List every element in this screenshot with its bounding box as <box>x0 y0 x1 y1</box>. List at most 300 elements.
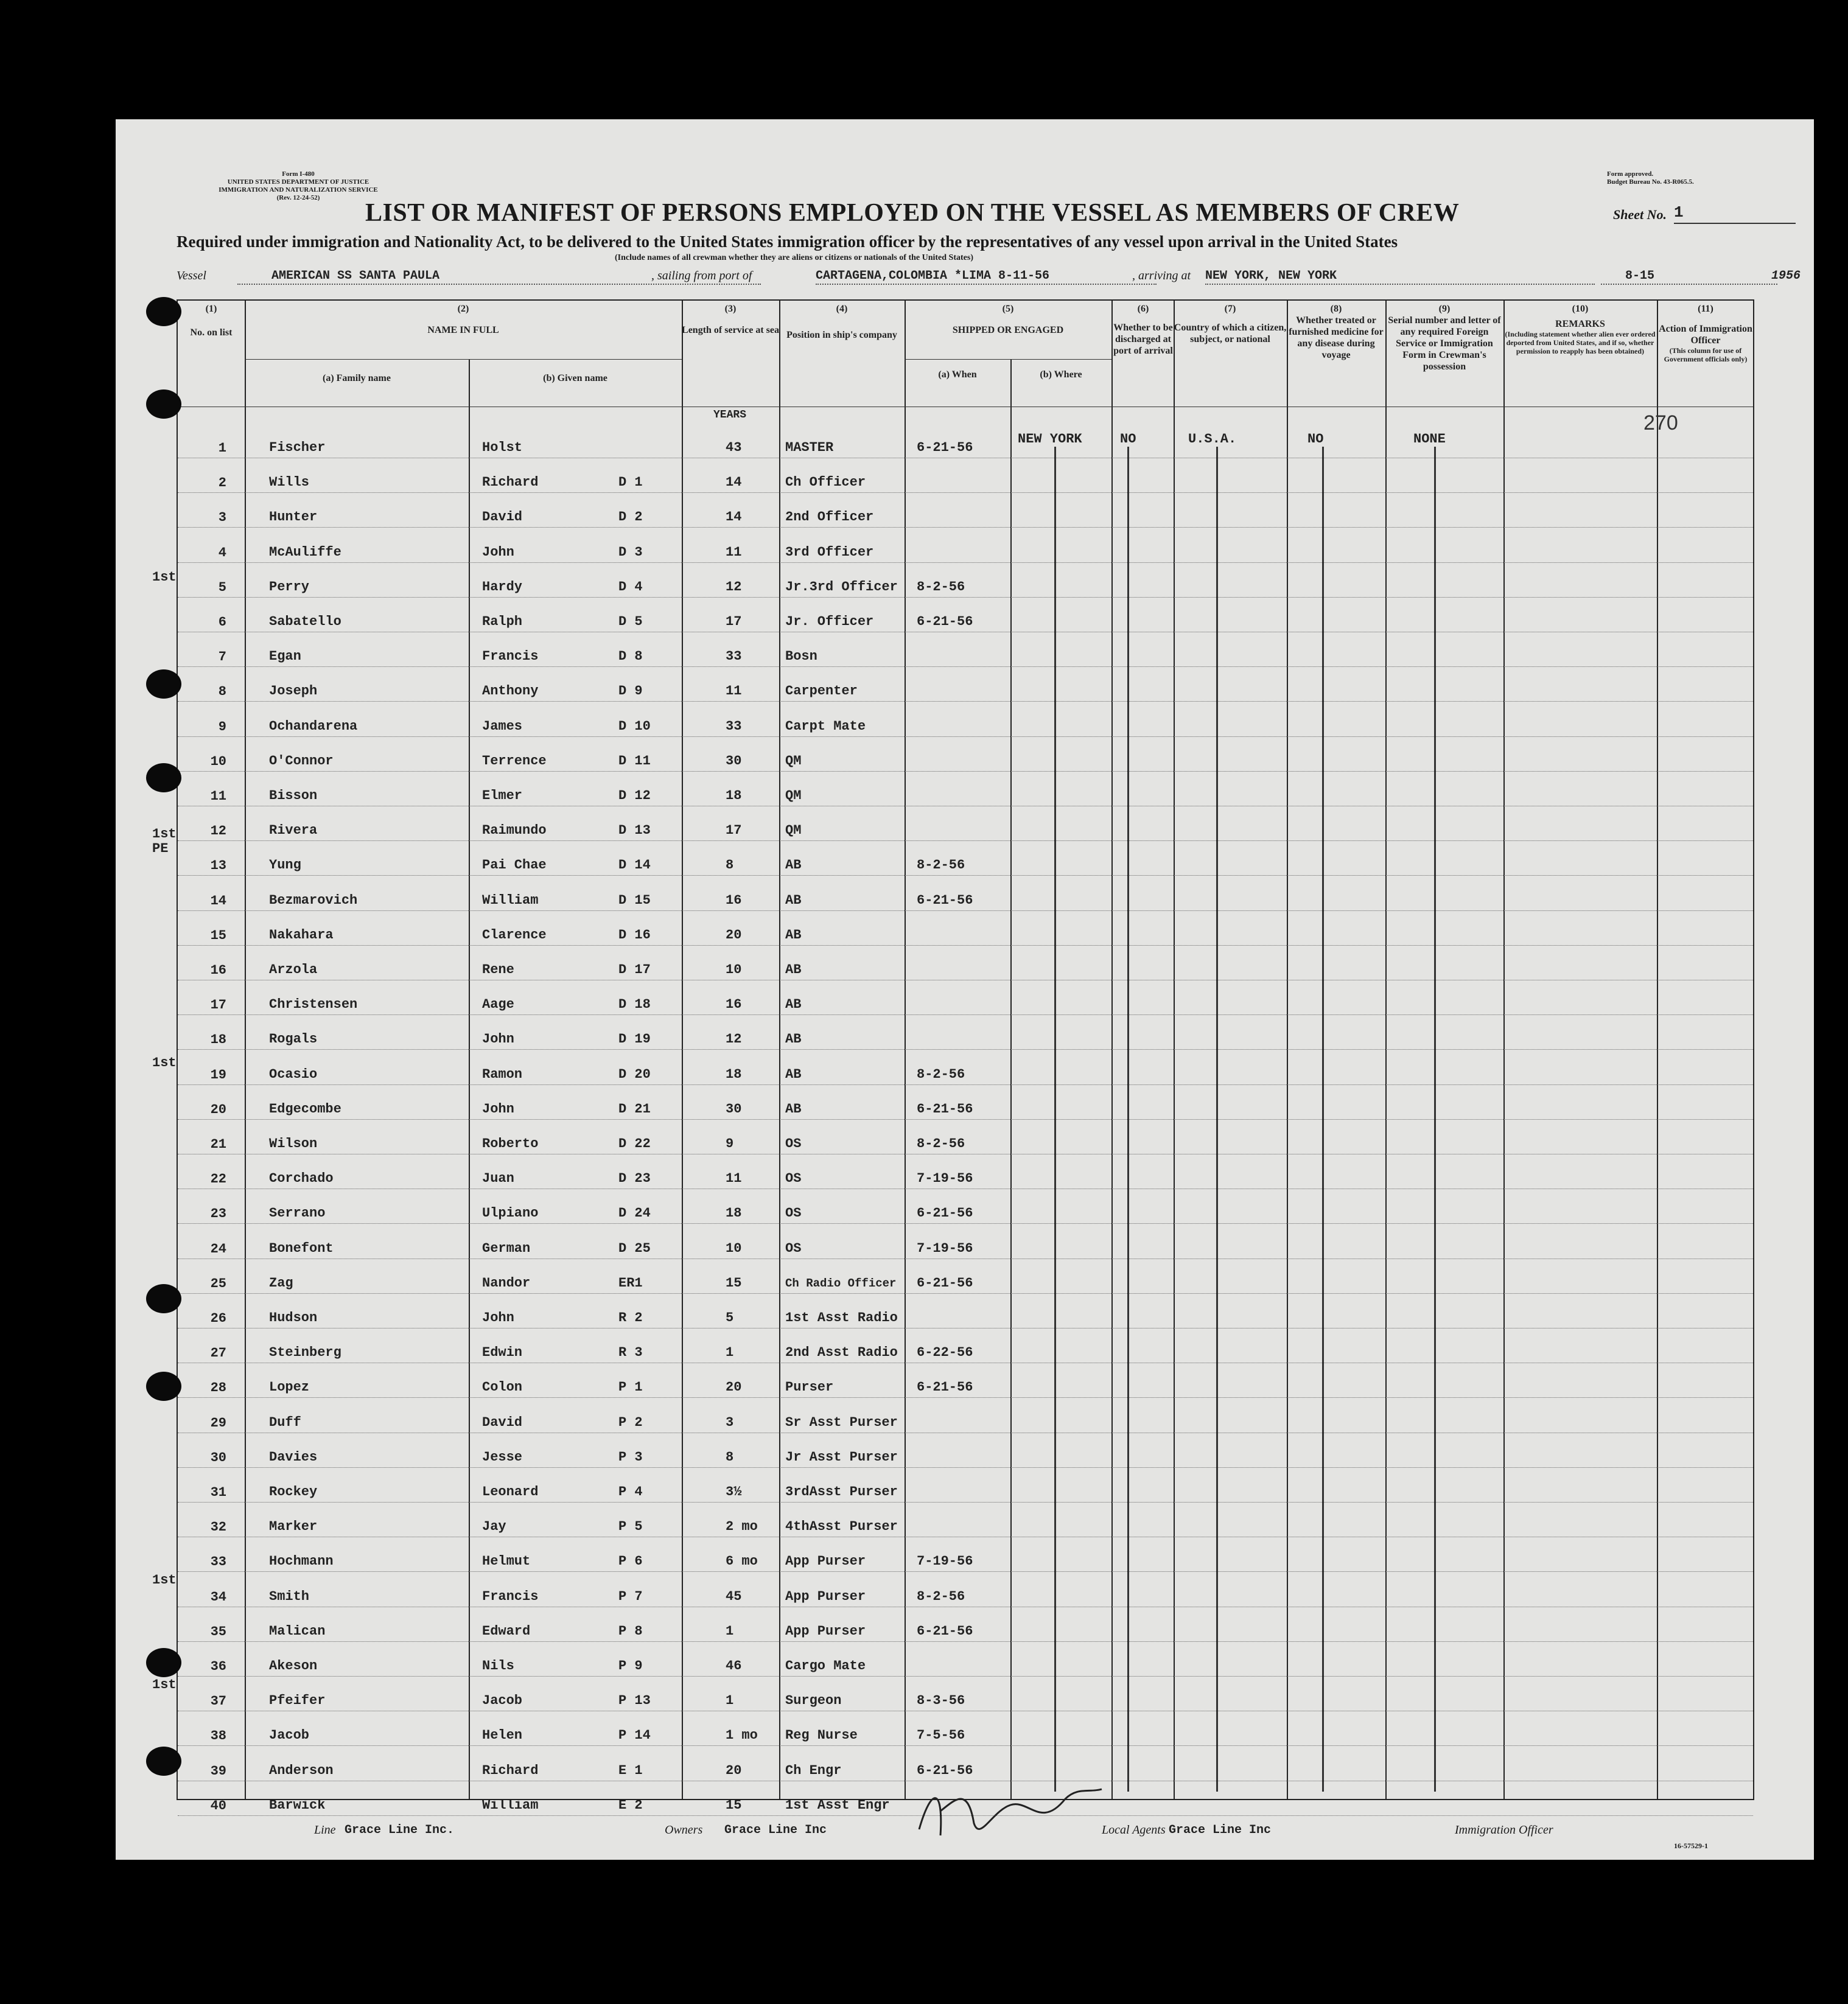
given-name: John <box>482 1101 514 1117</box>
position: Jr. Officer <box>785 614 874 629</box>
serial-value: NONE <box>1413 431 1446 447</box>
annotation-number: 270 <box>1643 411 1678 435</box>
given-name: Aage <box>482 997 514 1013</box>
service-years: 1 <box>726 1623 734 1639</box>
ditto-line <box>1054 447 1056 1792</box>
given-name: Pai Chae <box>482 857 547 873</box>
family-name: Bisson <box>269 788 318 803</box>
position: AB <box>785 857 802 873</box>
position: AB <box>785 1066 802 1082</box>
crew-code: P 8 <box>618 1623 643 1639</box>
crew-code: P 7 <box>618 1588 643 1604</box>
service-years: 12 <box>726 579 742 595</box>
position: Carpenter <box>785 683 858 699</box>
row-number: 4 <box>218 545 226 560</box>
engaged-date: 6-21-56 <box>917 1380 973 1395</box>
row-number: 3 <box>218 510 226 526</box>
row-number: 31 <box>210 1485 226 1500</box>
family-name: Corchado <box>269 1171 334 1187</box>
service-years: 2 mo <box>726 1519 758 1535</box>
position: Surgeon <box>785 1693 842 1709</box>
family-name: Hunter <box>269 509 318 525</box>
given-name: Nandor <box>482 1275 531 1291</box>
col-name-header: (2) NAME IN FULL <box>427 304 499 335</box>
row-number: 12 <box>210 823 226 839</box>
ditto-line <box>1127 447 1129 1792</box>
engaged-date: 6-21-56 <box>917 1275 973 1291</box>
row-number: 11 <box>210 789 226 804</box>
position: AB <box>785 927 802 943</box>
punch-hole <box>146 1648 181 1677</box>
service-years: 14 <box>726 509 742 525</box>
family-name: Bezmarovich <box>269 892 358 908</box>
position: AB <box>785 997 802 1013</box>
col-given-header: (b) Given name <box>543 373 607 383</box>
owners-value: Grace Line Inc <box>724 1823 827 1837</box>
service-years: 17 <box>726 614 742 629</box>
row-number: 17 <box>210 997 226 1013</box>
engaged-date: 6-21-56 <box>917 614 973 629</box>
row-number: 35 <box>210 1624 226 1639</box>
punch-hole <box>146 1284 181 1313</box>
family-name: Serrano <box>269 1206 326 1221</box>
service-years: 43 <box>726 440 742 455</box>
punch-hole <box>146 389 181 419</box>
position: AB <box>785 1101 802 1117</box>
service-years: 3 <box>726 1414 734 1430</box>
crew-code: D 15 <box>618 892 651 908</box>
arriving-label: , arriving at <box>1132 269 1191 282</box>
given-name: Roberto <box>482 1136 539 1151</box>
family-name: Egan <box>269 649 301 665</box>
crew-code: P 2 <box>618 1414 643 1430</box>
crew-code: D 16 <box>618 927 651 943</box>
row-number: 22 <box>210 1171 226 1187</box>
service-years: 11 <box>726 683 742 699</box>
service-years: 6 mo <box>726 1554 758 1569</box>
given-name: Jesse <box>482 1449 523 1465</box>
margin-mark: 1st <box>152 1055 177 1070</box>
engaged-date: 8-2-56 <box>917 1588 965 1604</box>
table-row <box>178 1641 1753 1642</box>
engaged-date: 7-5-56 <box>917 1728 965 1744</box>
table-row <box>178 1049 1753 1050</box>
crew-code: P 9 <box>618 1658 643 1674</box>
crew-code: D 9 <box>618 683 643 699</box>
sheet-label: Sheet No. <box>1613 207 1667 222</box>
ditto-line <box>1216 447 1218 1792</box>
crew-code: D 1 <box>618 475 643 491</box>
crew-code: D 25 <box>618 1240 651 1256</box>
table-row <box>178 875 1753 876</box>
crew-code: D 3 <box>618 544 643 560</box>
position: Carpt Mate <box>785 718 866 734</box>
row-number: 8 <box>218 684 226 700</box>
service-years: 9 <box>726 1136 734 1151</box>
given-name: Richard <box>482 475 539 491</box>
row-number: 37 <box>210 1694 226 1709</box>
service-years: 14 <box>726 475 742 491</box>
given-name: German <box>482 1240 531 1256</box>
row-number: 14 <box>210 893 226 909</box>
service-years: 20 <box>726 927 742 943</box>
given-name: William <box>482 1797 539 1813</box>
sheet-number: 1 <box>1674 203 1684 222</box>
service-years: 16 <box>726 892 742 908</box>
table-row <box>178 1467 1753 1468</box>
crew-code: R 3 <box>618 1345 643 1361</box>
margin-mark: 1st <box>152 570 177 585</box>
service-years: 45 <box>726 1588 742 1604</box>
officer-label: Immigration Officer <box>1455 1823 1553 1837</box>
service-years: 11 <box>726 1171 742 1187</box>
family-name: Smith <box>269 1588 310 1604</box>
table-row <box>178 1014 1753 1015</box>
position: 2nd Asst Radio <box>785 1345 898 1361</box>
engaged-date: 8-2-56 <box>917 857 965 873</box>
crew-code: D 20 <box>618 1066 651 1082</box>
arrival-year: 1956 <box>1771 269 1801 283</box>
punch-hole <box>146 1747 181 1776</box>
margin-mark: PE <box>152 841 169 856</box>
engaged-date: 7-19-56 <box>917 1171 973 1187</box>
position: MASTER <box>785 440 834 455</box>
position: 2nd Officer <box>785 509 874 525</box>
given-name: Rene <box>482 962 514 977</box>
date-underline <box>1601 284 1777 285</box>
family-name: Malican <box>269 1623 326 1639</box>
family-name: Perry <box>269 579 310 595</box>
given-name: Hardy <box>482 579 523 595</box>
crew-code: D 5 <box>618 614 643 629</box>
crew-code: P 4 <box>618 1484 643 1500</box>
crew-code: D 18 <box>618 997 651 1013</box>
crew-code: D 12 <box>618 788 651 803</box>
family-name: Wilson <box>269 1136 318 1151</box>
table-row <box>178 1223 1753 1224</box>
crew-code: D 8 <box>618 649 643 665</box>
given-name: Leonard <box>482 1484 539 1500</box>
line-value: Grace Line Inc. <box>345 1823 455 1837</box>
crew-code: D 10 <box>618 718 651 734</box>
crew-code: P 3 <box>618 1449 643 1465</box>
country-value: U.S.A. <box>1188 431 1237 447</box>
crew-code: ER1 <box>618 1275 643 1291</box>
family-name: Rogals <box>269 1032 318 1047</box>
col-discharged-header: (6) Whether to be discharged at port of arrival <box>1113 304 1173 356</box>
row-number: 2 <box>218 475 226 491</box>
table-row <box>178 1502 1753 1503</box>
position: App Purser <box>785 1554 866 1569</box>
engaged-date: 6-21-56 <box>917 1762 973 1778</box>
crew-code: P 6 <box>618 1554 643 1569</box>
position: 1st Asst Radio <box>785 1310 898 1325</box>
service-years: 8 <box>726 1449 734 1465</box>
given-name: John <box>482 1310 514 1325</box>
col-shipped-header: (5) SHIPPED OR ENGAGED <box>952 304 1064 335</box>
margin-mark: 1st <box>152 1677 177 1692</box>
engaged-date: 7-19-56 <box>917 1240 973 1256</box>
col-serial-header: (9) Serial number and letter of any required Foreign Service or Immigration Form in Crewman's possession <box>1388 304 1501 372</box>
table-row <box>178 1293 1753 1294</box>
page-title: LIST OR MANIFEST OF PERSONS EMPLOYED ON THE VESSEL AS MEMBERS OF CREW <box>365 199 1460 227</box>
agents-label: Local Agents <box>1102 1823 1166 1837</box>
row-number: 18 <box>210 1032 226 1048</box>
given-name: Ulpiano <box>482 1206 539 1221</box>
family-name: Wills <box>269 475 310 491</box>
family-name: Arzola <box>269 962 318 977</box>
col-when-header: (a) When <box>938 369 977 380</box>
row-number: 21 <box>210 1137 226 1152</box>
position: Sr Asst Purser <box>785 1414 898 1430</box>
position: Purser <box>785 1380 834 1395</box>
position: Ch Engr <box>785 1762 842 1778</box>
row-number: 25 <box>210 1276 226 1291</box>
position: Reg Nurse <box>785 1728 858 1744</box>
row-number: 7 <box>218 649 226 665</box>
table-row <box>178 1745 1753 1746</box>
family-name: Ocasio <box>269 1066 318 1082</box>
service-years: 16 <box>726 997 742 1013</box>
row-number: 9 <box>218 719 226 735</box>
margin-mark: 1st <box>152 826 177 842</box>
service-years: 1 <box>726 1693 734 1709</box>
service-years: 10 <box>726 962 742 977</box>
port-to-underline <box>1205 284 1595 285</box>
family-name: Fischer <box>269 440 326 455</box>
service-years: 20 <box>726 1380 742 1395</box>
row-number: 23 <box>210 1206 226 1222</box>
table-row <box>178 597 1753 598</box>
row-number: 6 <box>218 615 226 630</box>
row-number: 29 <box>210 1415 226 1431</box>
crew-code: P 14 <box>618 1728 651 1744</box>
engaged-date: 6-21-56 <box>917 1623 973 1639</box>
family-name: Yung <box>269 857 301 873</box>
family-name: O'Connor <box>269 753 334 769</box>
col-action-header: (11) Action of Immigration Officer (This column for use of Government officials only) <box>1659 304 1752 363</box>
position: App Purser <box>785 1623 866 1639</box>
row-number: 30 <box>210 1450 226 1465</box>
row-number: 38 <box>210 1728 226 1744</box>
given-name: John <box>482 544 514 560</box>
given-name: Terrence <box>482 753 547 769</box>
row-number: 15 <box>210 927 226 943</box>
family-name: Ochandarena <box>269 718 358 734</box>
crew-code: D 13 <box>618 823 651 839</box>
engaged-date: 6-21-56 <box>917 892 973 908</box>
family-name: Bonefont <box>269 1240 334 1256</box>
page-subtitle: Required under immigration and Nationality Act, to be delivered to the United States immigration officer by the representatives of any vessel upon arrival in the United States <box>177 232 1398 251</box>
service-years: 30 <box>726 753 742 769</box>
vessel-label: Vessel <box>177 269 206 282</box>
col-family-header: (a) Family name <box>323 373 391 383</box>
table-row <box>178 945 1753 946</box>
crew-code: D 14 <box>618 857 651 873</box>
crew-code: R 2 <box>618 1310 643 1325</box>
punch-hole <box>146 669 181 699</box>
table-row <box>178 527 1753 528</box>
col-service-header: (3) Length of service at sea <box>682 304 779 335</box>
row-number: 34 <box>210 1589 226 1605</box>
service-years: 30 <box>726 1101 742 1117</box>
table-row <box>178 1676 1753 1677</box>
crew-code: D 24 <box>618 1206 651 1221</box>
family-name: Nakahara <box>269 927 334 943</box>
punch-hole <box>146 763 181 792</box>
table-row <box>178 562 1753 563</box>
position: QM <box>785 823 802 839</box>
position: AB <box>785 1032 802 1047</box>
engaged-date: 8-2-56 <box>917 1136 965 1151</box>
row-number: 40 <box>210 1798 226 1814</box>
service-years: 11 <box>726 544 742 560</box>
table-row <box>178 701 1753 702</box>
sailing-label: , sailing from port of <box>651 269 752 282</box>
col-where-header: (b) Where <box>1040 369 1082 380</box>
crew-code: P 1 <box>618 1380 643 1395</box>
given-name: Francis <box>482 1588 539 1604</box>
ditto-line <box>1322 447 1324 1792</box>
where-engaged: NEW YORK <box>1018 431 1082 447</box>
crew-code: D 4 <box>618 579 643 595</box>
service-years: 18 <box>726 1206 742 1221</box>
table-row <box>178 492 1753 493</box>
engaged-date: 6-21-56 <box>917 1206 973 1221</box>
row-number: 39 <box>210 1763 226 1779</box>
position: AB <box>785 892 802 908</box>
family-name: Akeson <box>269 1658 318 1674</box>
table-row <box>178 666 1753 667</box>
row-number: 26 <box>210 1311 226 1326</box>
given-name: Helmut <box>482 1554 531 1569</box>
table-row <box>178 1084 1753 1085</box>
punch-hole <box>146 297 181 326</box>
owners-label: Owners <box>665 1823 703 1837</box>
manifest-page <box>116 119 1814 1860</box>
col-no-header: (1) No. on list <box>190 304 233 338</box>
position: QM <box>785 753 802 769</box>
family-name: Lopez <box>269 1380 310 1395</box>
service-years: 15 <box>726 1797 742 1813</box>
service-years: 10 <box>726 1240 742 1256</box>
position: OS <box>785 1136 802 1151</box>
engaged-date: 7-19-56 <box>917 1554 973 1569</box>
engaged-date: 6-21-56 <box>917 440 973 455</box>
position: 1st Asst Engr <box>785 1797 890 1813</box>
given-name: Anthony <box>482 683 539 699</box>
family-name: Christensen <box>269 997 358 1013</box>
service-years: 18 <box>726 788 742 803</box>
family-name: Rivera <box>269 823 318 839</box>
table-row <box>178 910 1753 911</box>
table-row <box>178 1397 1753 1398</box>
service-years: 1 mo <box>726 1728 758 1744</box>
form-header-right: Form approved. Budget Bureau No. 43-R065.5. <box>1607 170 1694 186</box>
service-years: 5 <box>726 1310 734 1325</box>
row-number: 1 <box>218 441 226 456</box>
family-name: Hochmann <box>269 1554 334 1569</box>
vessel-name: AMERICAN SS SANTA PAULA <box>271 269 440 283</box>
family-name: Pfeifer <box>269 1693 326 1709</box>
col-remarks-header: (10) REMARKS (Including statement whether alien ever ordered deported from United States, and if so, whether permission to reapply has been obtained) <box>1505 304 1656 355</box>
given-name: William <box>482 892 539 908</box>
given-name: David <box>482 1414 523 1430</box>
given-name: Richard <box>482 1762 539 1778</box>
crew-code: E 1 <box>618 1762 643 1778</box>
row-number: 28 <box>210 1380 226 1396</box>
crew-code: D 23 <box>618 1171 651 1187</box>
given-name: Helen <box>482 1728 523 1744</box>
family-name: Edgecombe <box>269 1101 341 1117</box>
treated-value: NO <box>1307 431 1324 447</box>
table-row <box>178 771 1753 772</box>
service-years: 33 <box>726 718 742 734</box>
family-name: Davies <box>269 1449 318 1465</box>
given-name: David <box>482 509 523 525</box>
port-to: NEW YORK, NEW YORK <box>1205 269 1337 283</box>
service-years: 46 <box>726 1658 742 1674</box>
row-number: 32 <box>210 1520 226 1535</box>
form-header-left: Form I-480 UNITED STATES DEPARTMENT OF JUSTICE IMMIGRATION AND NATURALIZATION SERVICE (Rev. 12-24-52) <box>219 170 378 201</box>
given-name: Ralph <box>482 614 523 629</box>
position: Ch Radio Officer <box>785 1276 897 1290</box>
crew-code: D 21 <box>618 1101 651 1117</box>
service-years: 12 <box>726 1032 742 1047</box>
service-years: 33 <box>726 649 742 665</box>
family-name: Jacob <box>269 1728 310 1744</box>
position: Jr Asst Purser <box>785 1449 898 1465</box>
port-from-underline <box>816 284 1157 285</box>
punch-hole <box>146 1372 181 1401</box>
col-country-header: (7) Country of which a citizen, subject, or national <box>1174 304 1287 344</box>
family-name: McAuliffe <box>269 544 341 560</box>
position: OS <box>785 1240 802 1256</box>
crew-code: D 17 <box>618 962 651 977</box>
given-name: Elmer <box>482 788 523 803</box>
crew-table <box>177 299 1754 1814</box>
col-position-header: (4) Position in ship's company <box>786 304 897 340</box>
family-name: Marker <box>269 1519 318 1535</box>
service-years: 3½ <box>726 1484 742 1500</box>
table-row <box>178 1119 1753 1120</box>
given-name: Edwin <box>482 1345 523 1361</box>
discharged-value: NO <box>1120 431 1136 447</box>
given-name: Holst <box>482 440 523 455</box>
engaged-date: 8-2-56 <box>917 1066 965 1082</box>
crew-code: D 2 <box>618 509 643 525</box>
position: 3rd Officer <box>785 544 874 560</box>
arrival-date: 8-15 <box>1625 269 1655 283</box>
position: AB <box>785 962 802 977</box>
form-code: 16-57529-1 <box>1674 1842 1708 1850</box>
position: Cargo Mate <box>785 1658 866 1674</box>
crew-code: P 5 <box>618 1519 643 1535</box>
service-years: 17 <box>726 823 742 839</box>
position: OS <box>785 1206 802 1221</box>
service-years: 18 <box>726 1066 742 1082</box>
position: Ch Officer <box>785 475 866 491</box>
agents-value: Grace Line Inc <box>1169 1823 1272 1837</box>
row-number: 33 <box>210 1554 226 1570</box>
line-label: Line <box>314 1823 336 1837</box>
position: Jr.3rd Officer <box>785 579 898 595</box>
given-name: James <box>482 718 523 734</box>
vessel-underline <box>237 284 761 285</box>
family-name: Steinberg <box>269 1345 341 1361</box>
crew-code: D 22 <box>618 1136 651 1151</box>
engaged-date: 8-3-56 <box>917 1693 965 1709</box>
